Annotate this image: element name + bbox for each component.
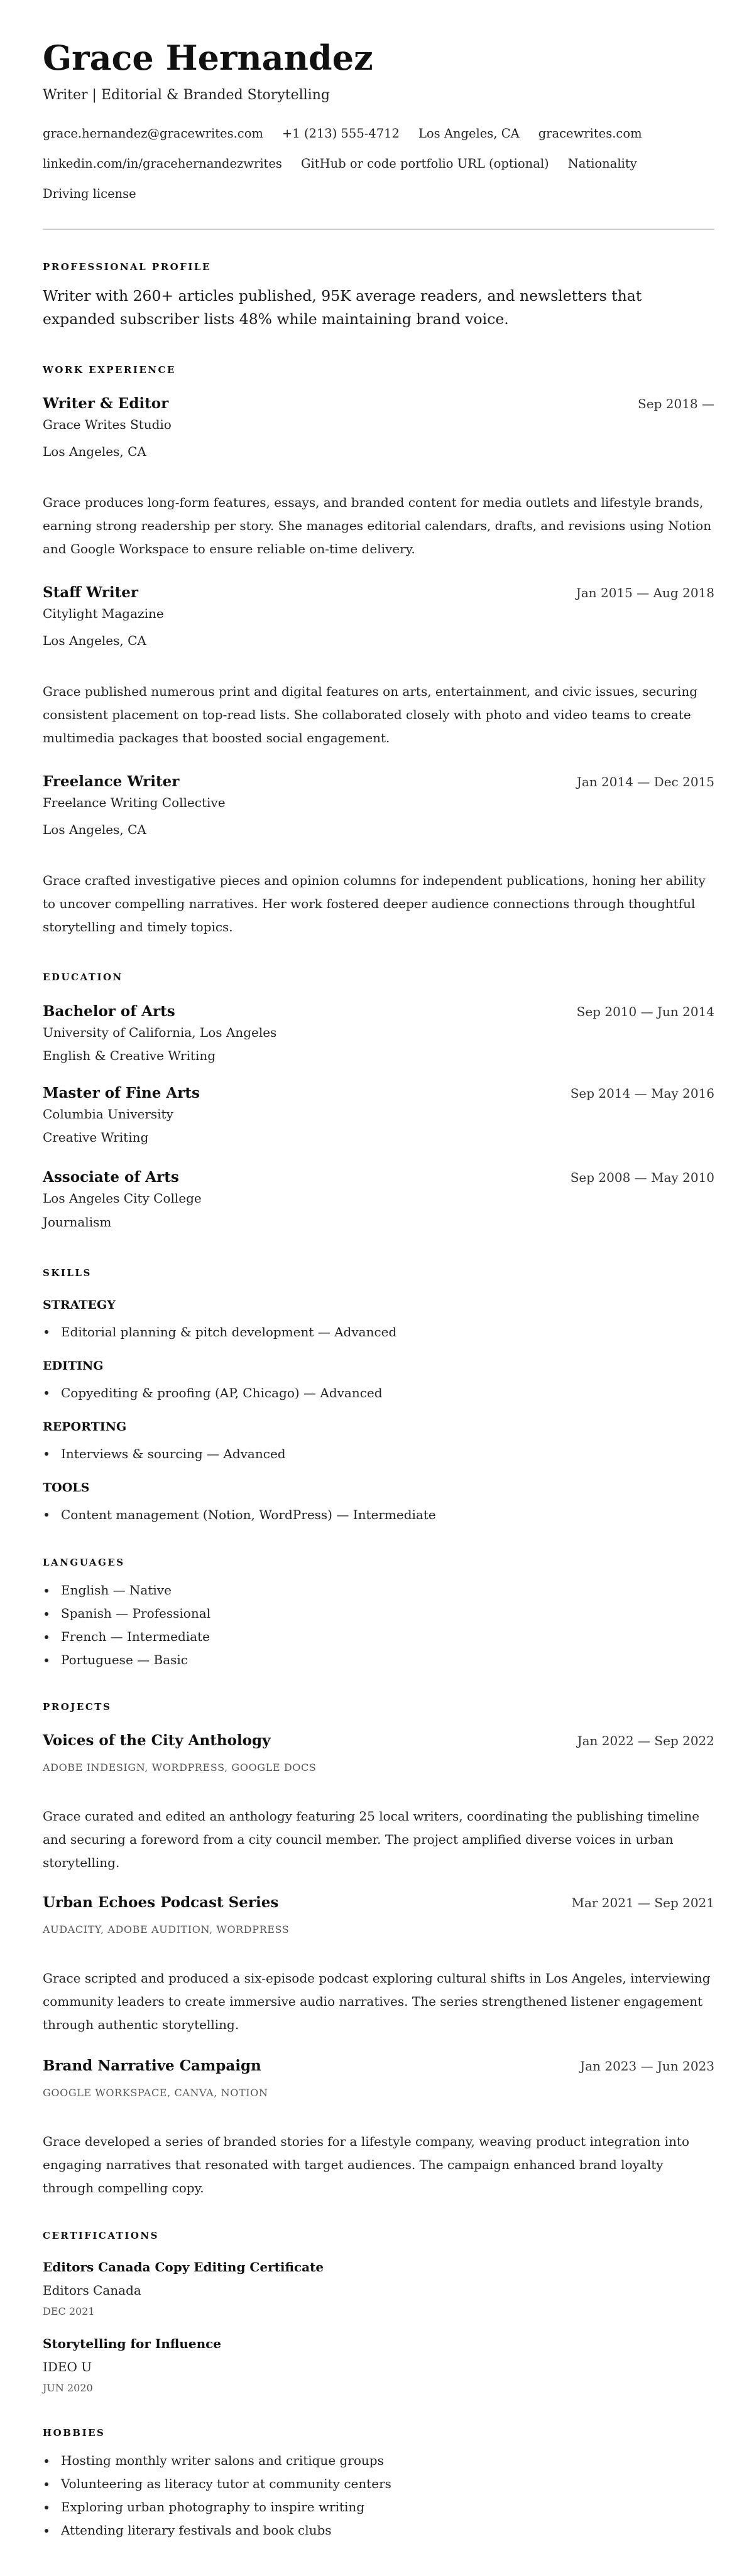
certification-issuer: Editors Canada	[43, 2283, 141, 2298]
degree: Bachelor of Arts	[43, 1003, 175, 1020]
contact-phone[interactable]: +1 (213) 555-4712	[281, 126, 400, 141]
section-heading: EDUCATION	[43, 971, 123, 983]
project-description: Grace curated and edited an anthology featuring 25 local writers, coordinating the publishing timeline and securing a foreword from a city council member. The project amplified diverse voices in urban storytelling.	[43, 1809, 700, 1870]
project-dates: Jan 2023 — Jun 2023	[580, 2059, 714, 2074]
job-company: Citylight Magazine	[43, 606, 164, 621]
section-languages	[43, 1555, 714, 1672]
school: University of California, Los Angeles	[43, 1025, 277, 1040]
job-location: Los Angeles, CA	[43, 444, 146, 459]
skill-category-name: EDITING	[43, 1359, 104, 1373]
candidate-name: Grace Hernandez	[43, 38, 373, 78]
section-heading: WORK EXPERIENCE	[43, 364, 176, 376]
profile-summary: Writer with 260+ articles published, 95K average readers, and newsletters that expanded subscriber lists 48% while maintaining brand voice.	[43, 287, 642, 328]
certification-entry	[43, 2335, 714, 2396]
language-item: Portuguese — Basic	[43, 1648, 714, 1672]
job-entry	[43, 394, 714, 561]
project-entry	[43, 1893, 714, 2037]
section-work-experience	[43, 362, 714, 939]
resume-header	[43, 38, 714, 209]
skill-category-name: STRATEGY	[43, 1298, 116, 1312]
section-skills	[43, 1265, 714, 1524]
skill-item: Copyediting & proofing (AP, Chicago) — Advanced	[43, 1383, 714, 1402]
project-description: Grace scripted and produced a six-episode podcast exploring cultural shifts in Los Angeles, interviewing community leaders to create immersive audio narratives. The series strengthened listener engagement through authentic storytelling.	[43, 1971, 711, 2032]
project-entry	[43, 1731, 714, 1875]
contact-nationality: Nationality	[567, 156, 637, 171]
project-entry	[43, 2057, 714, 2200]
job-dates: Jan 2015 — Aug 2018	[576, 585, 714, 600]
section-heading: PROJECTS	[43, 1701, 112, 1713]
skill-item: Editorial planning & pitch development — Advanced	[43, 1323, 714, 1341]
project-title: Brand Narrative Campaign	[43, 2057, 261, 2074]
education-entry	[43, 1002, 714, 1065]
education-dates: Sep 2014 — May 2016	[570, 1086, 714, 1101]
job-entry	[43, 583, 714, 750]
project-title: Voices of the City Anthology	[43, 1732, 271, 1749]
job-description: Grace crafted investigative pieces and opinion columns for independent publications, honing her ability to uncover compelling narratives. Her work fostered deeper audience connections through thoughtful storytelling and timely topics.	[43, 873, 706, 934]
education-dates: Sep 2008 — May 2010	[570, 1170, 714, 1185]
section-heading: LANGUAGES	[43, 1557, 125, 1568]
hobby-item: Volunteering as literacy tutor at community centers	[43, 2472, 714, 2496]
contact-email[interactable]: grace.hernandez@gracewrites.com	[43, 126, 263, 141]
job-description: Grace published numerous print and digital features on arts, entertainment, and civic issues, securing consistent placement on top-read lists. She collaborated closely with photo and video teams to create multimedia packages that boosted social engagement.	[43, 684, 698, 745]
contact-linkedin[interactable]: linkedin.com/in/gracehernandezwrites	[43, 156, 282, 171]
job-company: Grace Writes Studio	[43, 417, 172, 432]
contact-driving-license: Driving license	[43, 187, 136, 201]
contact-location: Los Angeles, CA	[418, 126, 520, 141]
certification-date: DEC 2021	[43, 2305, 95, 2317]
project-dates: Jan 2022 — Sep 2022	[577, 1733, 714, 1748]
project-title: Urban Echoes Podcast Series	[43, 1894, 279, 1911]
section-projects	[43, 1699, 714, 2200]
certification-entry	[43, 2258, 714, 2319]
contact-list	[43, 119, 714, 209]
candidate-tagline: Writer | Editorial & Branded Storytelling	[43, 87, 330, 103]
skill-item: Content management (Notion, WordPress) — Intermediate	[43, 1505, 714, 1524]
job-title: Writer & Editor	[43, 395, 169, 412]
job-entry	[43, 772, 714, 939]
section-heading: SKILLS	[43, 1267, 92, 1279]
degree: Master of Fine Arts	[43, 1085, 200, 1101]
project-tech: GOOGLE WORKSPACE, CANVA, NOTION	[43, 2087, 268, 2099]
education-dates: Sep 2010 — Jun 2014	[576, 1004, 714, 1019]
school: Columbia University	[43, 1107, 173, 1122]
degree: Associate of Arts	[43, 1169, 179, 1186]
hobby-item: Attending literary festivals and book clubs	[43, 2519, 714, 2542]
language-item: English — Native	[43, 1579, 714, 1602]
section-education	[43, 970, 714, 1231]
job-title: Staff Writer	[43, 584, 139, 601]
section-heading: HOBBIES	[43, 2427, 106, 2438]
language-item: French — Intermediate	[43, 1625, 714, 1648]
skill-category	[43, 1357, 714, 1402]
project-tech: ADOBE INDESIGN, WORDPRESS, GOOGLE DOCS	[43, 1762, 317, 1773]
project-description: Grace developed a series of branded stories for a lifestyle company, weaving product integration into engaging narratives that resonated with target audiences. The campaign enhanced brand loyalty through compelling copy.	[43, 2134, 690, 2195]
skill-category	[43, 1479, 714, 1524]
skill-category	[43, 1418, 714, 1463]
skill-category-name: REPORTING	[43, 1420, 127, 1434]
section-profile	[43, 259, 714, 331]
job-company: Freelance Writing Collective	[43, 795, 226, 810]
school: Los Angeles City College	[43, 1191, 202, 1206]
hobby-item: Exploring urban photography to inspire writing	[43, 2496, 714, 2519]
project-tech: AUDACITY, ADOBE AUDITION, WORDPRESS	[43, 1924, 290, 1935]
header-divider	[43, 229, 714, 230]
hobby-item: Hosting monthly writer salons and critique groups	[43, 2449, 714, 2472]
section-heading: CERTIFICATIONS	[43, 2230, 159, 2241]
certification-title: Storytelling for Influence	[43, 2336, 222, 2351]
job-dates: Sep 2018 —	[638, 396, 714, 411]
project-dates: Mar 2021 — Sep 2021	[571, 1895, 714, 1910]
field-of-study: English & Creative Writing	[43, 1048, 216, 1063]
contact-github[interactable]: GitHub or code portfolio URL (optional)	[300, 156, 549, 171]
job-location: Los Angeles, CA	[43, 822, 146, 837]
certification-title: Editors Canada Copy Editing Certificate	[43, 2259, 324, 2275]
language-item: Spanish — Professional	[43, 1602, 714, 1625]
section-heading: PROFESSIONAL PROFILE	[43, 261, 211, 273]
job-description: Grace produces long-form features, essays, and branded content for media outlets and lifestyle brands, earning strong readership per story. She manages editorial calendars, drafts, and revisions using Notion and Google Workspace to ensure reliable on-time delivery.	[43, 495, 712, 556]
certification-date: JUN 2020	[43, 2382, 93, 2394]
contact-website[interactable]: gracewrites.com	[538, 126, 642, 141]
job-dates: Jan 2014 — Dec 2015	[576, 774, 714, 789]
field-of-study: Journalism	[43, 1215, 112, 1230]
job-title: Freelance Writer	[43, 773, 180, 790]
certification-issuer: IDEO U	[43, 2359, 92, 2374]
education-entry	[43, 1168, 714, 1231]
skill-category-name: TOOLS	[43, 1481, 90, 1495]
skill-item: Interviews & sourcing — Advanced	[43, 1444, 714, 1463]
section-certifications	[43, 2228, 714, 2396]
job-location: Los Angeles, CA	[43, 633, 146, 648]
section-hobbies	[43, 2425, 714, 2542]
skill-category	[43, 1296, 714, 1341]
field-of-study: Creative Writing	[43, 1130, 149, 1145]
education-entry	[43, 1084, 714, 1147]
